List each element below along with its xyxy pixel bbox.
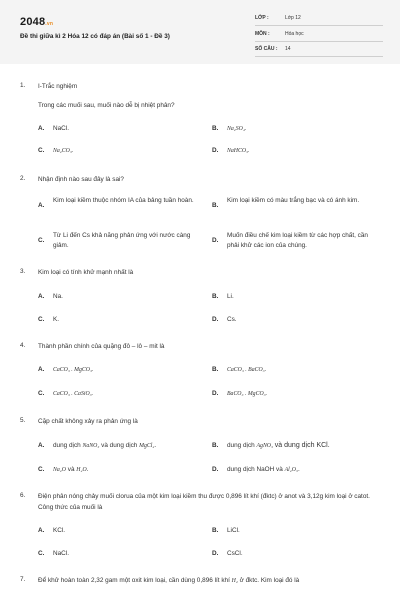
meta-count bbox=[255, 43, 383, 57]
option-text: Cs. bbox=[227, 316, 237, 323]
option-text: LiCl. bbox=[227, 527, 240, 534]
option-letter: C. bbox=[38, 466, 45, 473]
meta-subject bbox=[255, 28, 383, 42]
question-text-post: ở đktc. Kim loại đó là bbox=[239, 577, 300, 584]
option-letter: C. bbox=[38, 237, 45, 244]
meta-grade bbox=[255, 12, 383, 26]
meta-key: LỚP : bbox=[255, 15, 269, 21]
option-post: và bbox=[67, 466, 75, 473]
option-letter: C. bbox=[38, 390, 45, 397]
chem-formula: AgNO₃ bbox=[256, 443, 274, 449]
option-letter: D. bbox=[212, 466, 219, 473]
option-text: NaHCO₃. bbox=[227, 148, 250, 154]
option-text: Từ Li đến Cs khả năng phản ứng với nước càng giảm. bbox=[53, 232, 191, 249]
option-pre: dung dịch bbox=[53, 442, 81, 449]
question-number: 4. bbox=[20, 342, 26, 349]
question-text: Trong các muối sau, muối nào dễ bị nhiệt phân? bbox=[38, 102, 175, 109]
question-number: 3. bbox=[20, 268, 26, 275]
option-end: . bbox=[297, 466, 300, 473]
meta-key: SỐ CÂU : bbox=[255, 46, 278, 52]
option-post: và dung dịch bbox=[101, 442, 138, 449]
question-2 bbox=[20, 175, 382, 187]
question-text-pre: Để khử hoàn toàn 2,32 gam một oxit kim loại, cần dùng 0,896 lít khí bbox=[38, 577, 230, 584]
option-text bbox=[53, 465, 223, 475]
option-text: CaCO₃ . CaSiO₃. bbox=[53, 391, 94, 397]
option-letter: A. bbox=[38, 442, 45, 449]
option-text: Kim loại kiềm có màu trắng bạc và có ánh kim. bbox=[227, 197, 360, 204]
option-letter: B. bbox=[212, 366, 219, 373]
option-letter: C. bbox=[38, 550, 45, 557]
meta-value: 14 bbox=[285, 46, 291, 52]
option-text: Li. bbox=[227, 293, 234, 300]
option-text: BaCO₃ . MgCO₃. bbox=[227, 391, 268, 397]
option-letter: A. bbox=[38, 366, 45, 373]
option-letter: C. bbox=[38, 316, 45, 323]
logo-main: 2048 bbox=[20, 16, 46, 28]
option-letter: C. bbox=[38, 147, 45, 154]
option-pre: dung dịch NaOH và bbox=[227, 466, 283, 473]
option-letter: A. bbox=[38, 527, 45, 534]
option-letter: B. bbox=[212, 293, 219, 300]
meta-value: Lớp 12 bbox=[285, 15, 301, 21]
option-text: NaCl. bbox=[53, 550, 69, 557]
option-letter: D. bbox=[212, 390, 219, 397]
option-text: CaCO₃ . MgCO₃. bbox=[53, 367, 94, 373]
option-letter: D. bbox=[212, 550, 219, 557]
option-text: CsCl. bbox=[227, 550, 243, 557]
option-text: K. bbox=[53, 316, 60, 323]
question-4 bbox=[20, 342, 382, 354]
chem-formula: Al₂O₃ bbox=[284, 467, 298, 473]
option-end: . bbox=[154, 442, 157, 449]
option-text: Na₂SO₄. bbox=[227, 126, 247, 132]
option-post: và dung dịch KCl. bbox=[274, 442, 330, 449]
question-text: Kim loại có tính khử mạnh nhất là bbox=[38, 269, 134, 276]
option-text: NaCl. bbox=[53, 125, 69, 132]
chem-formula: MgCl₂ bbox=[139, 443, 155, 449]
question-3 bbox=[20, 268, 382, 280]
question-7 bbox=[20, 576, 382, 588]
question-text: Điện phân nóng chảy muối clorua của một kim loại kiềm thu được 0,896 lít khí (đktc) ở anot và 3,12g kim loại ở catot. Công thức của muối là bbox=[38, 493, 370, 511]
question-5 bbox=[20, 417, 382, 429]
option-letter: A. bbox=[38, 125, 45, 132]
logo-suffix: .vn bbox=[45, 21, 54, 27]
option-letter: D. bbox=[212, 147, 219, 154]
option-end: . bbox=[86, 466, 89, 473]
option-letter: B. bbox=[212, 442, 219, 449]
option-letter: B. bbox=[212, 125, 219, 132]
option-text: CaCO₃ . BaCO₃. bbox=[227, 367, 267, 373]
option-text bbox=[227, 441, 397, 451]
meta-key: MÔN : bbox=[255, 31, 270, 37]
option-letter: A. bbox=[38, 293, 45, 300]
question-text bbox=[38, 576, 378, 587]
option-text: Muốn điều chế kim loại kiềm từ các hợp chất, cần phải khử các ion của chúng. bbox=[227, 232, 368, 249]
option-letter: B. bbox=[212, 202, 219, 209]
option-text: Kim loại kiềm thuộc nhóm IA của bảng tuần hoàn. bbox=[53, 197, 194, 204]
option-letter: A. bbox=[38, 202, 45, 209]
document-title: Đề thi giữa kì 2 Hóa 12 có đáp án (Bài số 1 - Đề 3) bbox=[20, 33, 170, 40]
question-text: Thành phần chính của quặng đô – lô – mit là bbox=[38, 343, 165, 350]
option-text: KCl. bbox=[53, 527, 66, 534]
option-letter: D. bbox=[212, 237, 219, 244]
site-logo[interactable] bbox=[20, 16, 53, 28]
question-number: 6. bbox=[20, 492, 26, 499]
page-header bbox=[0, 0, 400, 64]
meta-value: Hóa học bbox=[285, 31, 304, 37]
question-6 bbox=[20, 492, 382, 516]
option-text bbox=[227, 465, 397, 475]
question-text: Nhận định nào sau đây là sai? bbox=[38, 176, 124, 183]
chem-formula: H₂ bbox=[231, 578, 238, 584]
chem-formula: H₂O bbox=[76, 467, 87, 473]
option-letter: B. bbox=[212, 527, 219, 534]
option-letter: D. bbox=[212, 316, 219, 323]
chem-formula: NaNO₃ bbox=[82, 443, 100, 449]
chem-formula: Na₂O bbox=[53, 467, 66, 473]
question-number: 5. bbox=[20, 417, 26, 424]
question-number: 2. bbox=[20, 175, 26, 182]
option-text: Na. bbox=[53, 293, 63, 300]
option-pre: dung dịch bbox=[227, 442, 255, 449]
section-title: I-Trắc nghiệm bbox=[38, 83, 78, 90]
question-number: 1. bbox=[20, 82, 26, 89]
question-number: 7. bbox=[20, 576, 26, 583]
question-text: Cặp chất không xảy ra phản ứng là bbox=[38, 418, 138, 425]
option-text: Na₂CO₃. bbox=[53, 148, 74, 154]
option-text bbox=[53, 441, 223, 451]
